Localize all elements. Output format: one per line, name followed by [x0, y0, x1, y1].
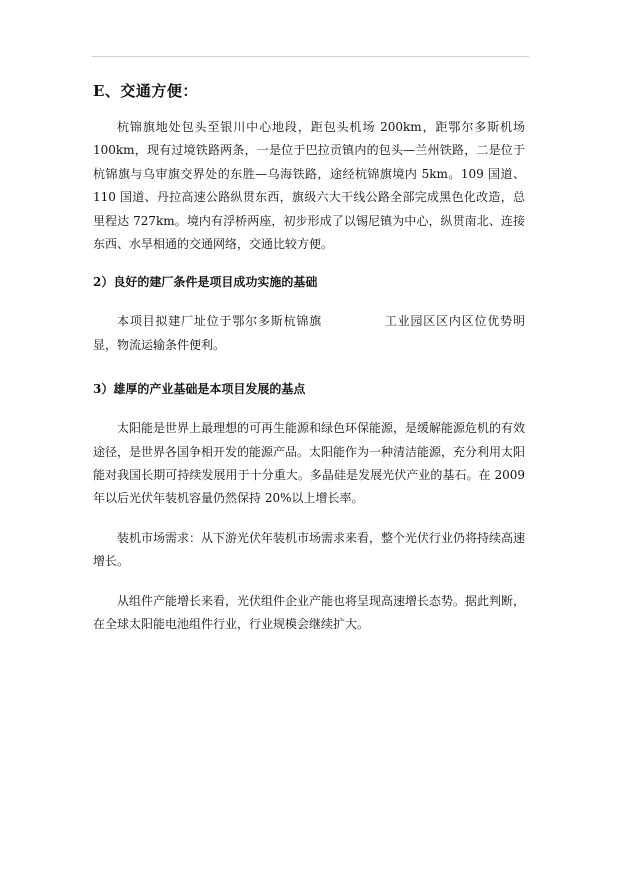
section-title: E、交通方便： — [93, 82, 198, 100]
solar-paragraph: 太阳能是世界上最理想的可再生能源和绿色环保能源，是缓解能源危机的有效途径，是世界各国争相开发的能源产品。太阳能作为一种清洁能源，充分利用太阳能对我国长期可持续发展用于十分重大。多晶硅是发展光伏产业的基石。在 2009 年以后光伏年装机容量仍然保持 20%以上增长率。 — [93, 421, 526, 506]
transport-paragraph: 杭锦旗地处包头至银川中心地段，距包头机场 200km，距鄂尔多斯机场 100km，现有过境铁路两条，一是位于巴拉贡镇内的包头—兰州铁路，二是位于杭锦旗与乌审旗交界处的东胜—乌海铁路，途经杭锦旗境内 5km。109 国道、110 国道、丹拉高速公路纵贯东西，旗级六大干线公路全部完成黑色化改造，总里程达 727km。境内有浮桥两座，初步形成了以锡尼镇为中心，纵贯南北、连接东西、水旱相通的交通网络，交通比较方便。 — [93, 120, 525, 252]
heading-construction-conditions: 2）良好的建厂条件是项目成功实施的基础 — [93, 275, 318, 290]
site-paragraph — [93, 310, 525, 357]
capacity-paragraph: 从组件产能增长来看，光伏组件企业产能也将呈现高速增长态势。据此判断，在全球太阳能电池组件行业，行业规模会继续扩大。 — [93, 593, 526, 632]
document-body — [93, 80, 525, 653]
site-text-part2: 工业园区区内区位优势明显，物流运输条件便利。 — [93, 314, 525, 352]
heading-industry-base: 3）雄厚的产业基础是本项目发展的基点 — [93, 382, 306, 397]
header-divider — [92, 56, 529, 57]
market-paragraph: 装机市场需求：从下游光伏年装机市场需求来看，整个光伏行业仍将持续高速增长。 — [93, 530, 526, 569]
site-text-part1: 本项目拟建厂址位于鄂尔多斯杭锦旗 — [117, 314, 323, 329]
